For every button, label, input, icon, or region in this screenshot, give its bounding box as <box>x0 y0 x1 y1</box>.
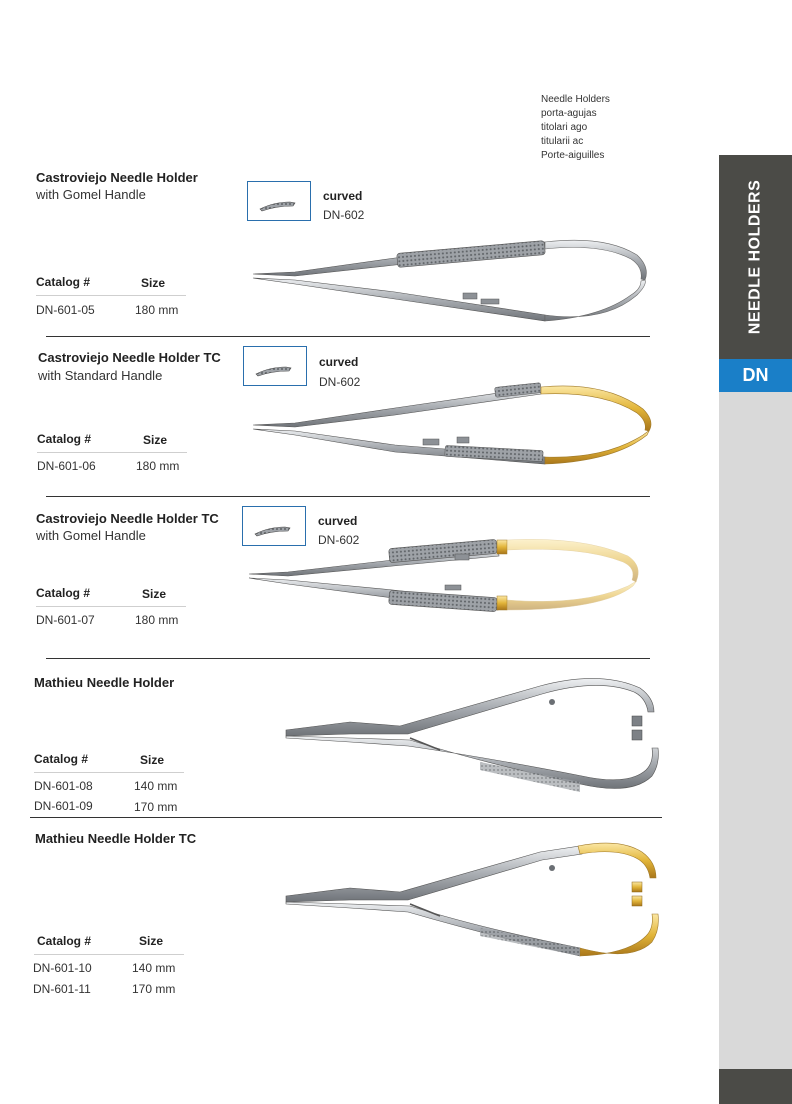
size-header: Size <box>143 433 168 447</box>
sidebar-code-badge: DN <box>719 359 792 392</box>
header-underline <box>36 295 186 296</box>
mathieu-needle-holder-image <box>280 672 670 802</box>
size-header: Size <box>140 753 165 767</box>
catalog-number: DN-601-08 <box>34 779 93 793</box>
translation-spanish: porta-agujas <box>541 108 597 119</box>
size-value: 180 mm <box>135 303 179 317</box>
header-underline <box>34 954 184 955</box>
catalog-header: Catalog # <box>37 934 92 948</box>
size-header: Size <box>142 587 167 601</box>
header-underline <box>36 606 186 607</box>
size-value: 140 mm <box>132 961 176 975</box>
catalog-header: Catalog # <box>36 586 91 600</box>
catalog-header: Catalog # <box>37 432 92 446</box>
size-value: 170 mm <box>132 982 176 996</box>
section-divider <box>30 817 662 818</box>
size-header: Size <box>139 934 164 948</box>
product-title: Mathieu Needle Holder TC <box>35 831 197 846</box>
size-value: 180 mm <box>135 613 179 627</box>
sidebar-grey-band <box>719 392 792 1069</box>
product-subtitle: with Gomel Handle <box>36 528 146 543</box>
size-value: 180 mm <box>136 459 180 473</box>
product-title: Mathieu Needle Holder <box>34 675 175 690</box>
castroviejo-tc-gomel-needle-holder-image <box>243 530 658 620</box>
catalog-number: DN-601-06 <box>37 459 96 473</box>
header-underline <box>37 452 187 453</box>
product-title: Castroviejo Needle Holder TC <box>38 350 221 365</box>
catalog-number: DN-601-05 <box>36 303 95 317</box>
variant-code: DN-602 <box>323 208 365 222</box>
curved-tip-thumbnail <box>247 181 311 221</box>
mathieu-tc-needle-holder-image <box>280 838 670 968</box>
product-title: Castroviejo Needle Holder TC <box>36 511 219 526</box>
section-divider <box>46 658 650 659</box>
catalog-number: DN-601-09 <box>34 799 93 813</box>
sidebar-footer-block <box>719 1069 792 1104</box>
translation-italian: titolari ago <box>541 122 588 133</box>
castroviejo-needle-holder-image <box>245 225 660 325</box>
variant-label: curved <box>318 514 358 528</box>
size-value: 170 mm <box>134 800 178 814</box>
sidebar-category-label: NEEDLE HOLDERS <box>746 179 764 335</box>
variant-label: curved <box>319 355 359 369</box>
size-value: 140 mm <box>134 779 178 793</box>
curved-tip-icon <box>248 182 309 219</box>
catalog-number: DN-601-11 <box>33 982 91 996</box>
header-underline <box>34 772 184 773</box>
catalog-header: Catalog # <box>36 275 91 289</box>
catalog-number: DN-601-07 <box>36 613 95 627</box>
section-divider <box>46 496 650 497</box>
product-title: Castroviejo Needle Holder <box>36 170 198 185</box>
catalog-header: Catalog # <box>34 752 89 766</box>
category-translations <box>541 93 610 163</box>
size-header: Size <box>141 276 166 290</box>
translation-french: Porte-aiguilles <box>541 150 605 161</box>
section-divider <box>46 336 650 337</box>
product-subtitle: with Standard Handle <box>38 368 163 383</box>
variant-label: curved <box>323 189 363 203</box>
variant-code: DN-602 <box>319 375 361 389</box>
catalog-number: DN-601-10 <box>33 961 92 975</box>
translation-romanian: titularii ac <box>541 136 584 147</box>
product-subtitle: with Gomel Handle <box>36 187 146 202</box>
sidebar-category-tab <box>719 155 792 359</box>
translation-english: Needle Holders <box>541 94 610 105</box>
variant-code: DN-602 <box>318 533 360 547</box>
castroviejo-tc-needle-holder-image <box>245 375 660 475</box>
